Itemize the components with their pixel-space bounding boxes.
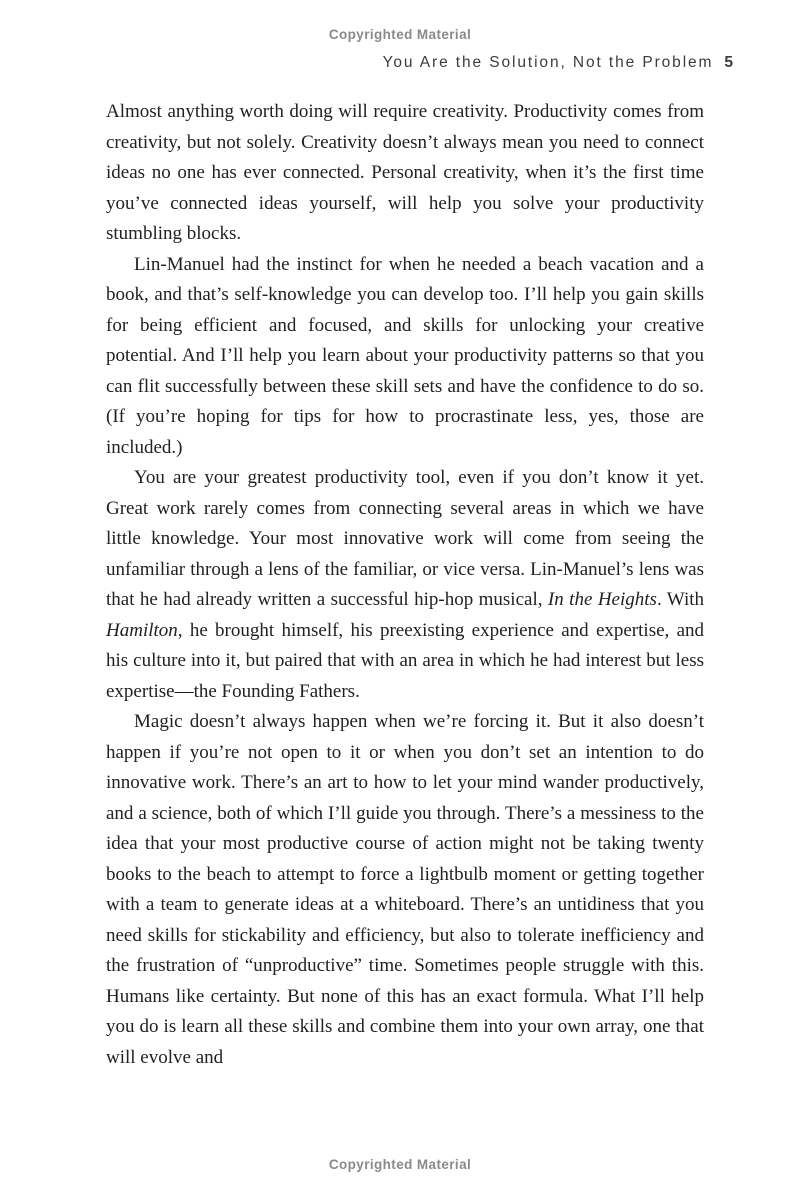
copyright-watermark-bottom: Copyrighted Material (328, 1157, 472, 1172)
page-number: 5 (724, 54, 733, 71)
running-header-title: You Are the Solution, Not the Problem (382, 54, 714, 71)
text-run: , he brought himself, his preexisting experience and expertise, and his culture into it, but paired that with an area in which he had interest but less expertise—the Founding Fathers. (106, 619, 704, 702)
paragraph (106, 463, 704, 707)
running-header (383, 54, 733, 72)
italic-text-run: In the Heights (547, 589, 657, 610)
copyright-watermark-top: Copyrighted Material (328, 27, 472, 42)
text-run: Almost anything worth doing will require creativity. Productivity comes from creativity, but not solely. Creativity doesn’t always mean you need to connect ideas no one has ever connected. Personal creativity, when it’s the first time you’ve connected ideas yourself, will help you solve your productivity stumbling blocks. (106, 101, 704, 244)
paragraph (106, 97, 704, 250)
text-run: . With (656, 589, 705, 610)
text-run: You are your greatest productivity tool, even if you don’t know it yet. Great work rarely comes from connecting several areas in which we have little knowledge. Your most innovative work will come from seeing the unfamiliar through a lens of the familiar, or vice versa. Lin-Manuel’s lens was that he had already written a successful hip-hop musical, (106, 467, 704, 610)
italic-text-run: Hamilton (106, 619, 178, 641)
text-run: Lin-Manuel had the instinct for when he needed a beach vacation and a book, and that’s self-knowledge you can develop too. I’ll help you gain skills for being efficient and focused, and skills for unlocking your creative potential. And I’ll help you learn about your productivity patterns so that you can flit successfully between these skill sets and have the confidence to do so. (If you’re hoping for tips for how to procrastinate less, yes, those are included.) (106, 253, 704, 458)
paragraph (106, 707, 704, 1073)
paragraph (106, 250, 704, 464)
body-text (106, 97, 704, 1073)
text-run: Magic doesn’t always happen when we’re forcing it. But it also doesn’t happen if you’re not open to it or when you don’t set an intention to do innovative work. There’s an art to how to let your mind wander productively, and a science, both of which I’ll guide you through. There’s a messiness to the idea that your most productive course of action might not be taking twenty books to the beach to attempt to force a lightbulb moment or getting together with a team to generate ideas at a whiteboard. There’s an untidiness that you need skills for stickability and efficiency, but also to tolerate inefficiency and the frustration of “unproductive” time. Sometimes people struggle with this. Humans like certainty. But none of this has an exact formula. What I’ll help you do is learn all these skills and combine them into your own array, one that will evolve and (106, 711, 704, 1068)
